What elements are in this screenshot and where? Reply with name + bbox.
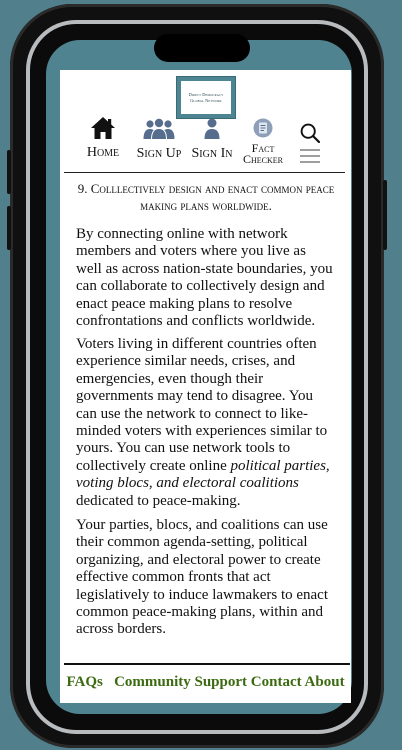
footer-link-support[interactable]: Support <box>194 674 248 690</box>
volume-down-button <box>7 206 11 250</box>
nav-sign-up[interactable] <box>133 118 185 162</box>
footer-link-about[interactable]: About <box>304 674 345 690</box>
footer-divider <box>64 663 350 665</box>
nav-sign-in[interactable] <box>188 118 236 162</box>
fact-checker-icon <box>253 118 273 138</box>
nav-sign-up-label: Sign Up <box>136 146 182 161</box>
paragraph-2 <box>76 336 334 510</box>
section-heading: 9. Colllectively design and enact common peace making plans worldwide. <box>77 181 335 213</box>
paragraph-2-emphasis: political parties, voting blocs, and electoral coalitions <box>76 457 330 492</box>
footer-link-community[interactable]: Community <box>114 674 191 690</box>
menu-button[interactable] <box>298 149 322 163</box>
paragraph-3: Your parties, blocs, and coalitions can use their common agenda-setting, political organizing, and electoral power to create effective common fronts that act legislatively to induce lawmakers to enact common peace-making plans, within and across borders. <box>76 517 328 638</box>
footer-links <box>60 674 351 691</box>
logo-text <box>181 81 231 114</box>
nav-fact-checker-label-1: Fact <box>251 141 275 155</box>
footer-link-contact[interactable]: Contact <box>250 674 302 690</box>
volume-up-button <box>7 150 11 194</box>
nav-home[interactable] <box>83 116 123 161</box>
nav-home-label: Home <box>86 145 120 160</box>
nav-fact-checker[interactable] <box>240 118 286 165</box>
nav-fact-checker-label-2: Checker <box>242 152 283 166</box>
top-navigation <box>60 116 351 168</box>
footer-link-faqs[interactable]: FAQs <box>66 674 103 690</box>
users-icon <box>143 118 175 140</box>
power-button <box>383 180 387 250</box>
phone-notch <box>154 34 250 62</box>
nav-sign-in-label: Sign In <box>191 146 233 161</box>
search-icon <box>300 123 320 143</box>
user-icon <box>204 118 220 140</box>
paragraph-2-text-start: Voters living in different countries often experience similar needs, crises, and emergencies, even though their governments may tend to disagree. You can use the network to connect to like-minded voters with experiences similar to yours. You can use network tools to collectively create online <box>76 336 328 474</box>
paragraph-1: By connecting online with network members and voters where you live as well as across nation-state boundaries, you can collaborate to collectively design and enact peace making plans to resolve confrontations and conflicts worldwide. <box>76 226 333 330</box>
logo-line-1: Direct Democracy <box>188 91 224 97</box>
site-logo[interactable] <box>176 76 236 119</box>
web-page <box>60 70 351 703</box>
hamburger-menu-icon <box>300 149 320 163</box>
paragraph-2-text-end: dedicated to peace-making. <box>76 492 241 509</box>
home-icon <box>90 116 116 140</box>
logo-line-2: Global Network <box>190 97 222 103</box>
search-button[interactable] <box>298 123 322 143</box>
nav-divider <box>64 172 345 173</box>
